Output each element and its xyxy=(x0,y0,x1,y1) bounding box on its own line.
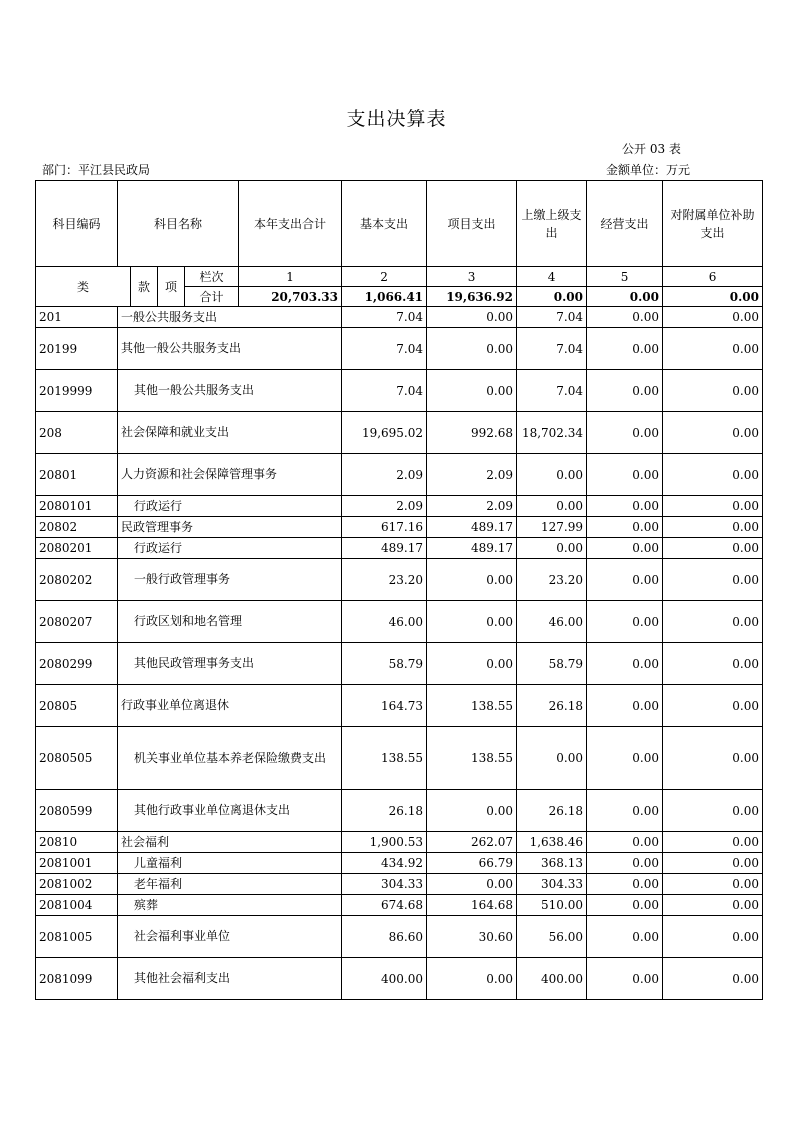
col-number: 5 xyxy=(587,267,663,287)
row-value: 164.73 xyxy=(342,685,427,727)
row-value: 0.00 xyxy=(517,496,587,517)
row-name: 机关事业单位基本养老保险缴费支出 xyxy=(118,727,342,790)
form-number: 公开 03 表 xyxy=(622,142,681,156)
row-value: 7.04 xyxy=(342,370,427,412)
row-value: 489.17 xyxy=(427,517,517,538)
row-value: 0.00 xyxy=(587,370,663,412)
header-class: 类 xyxy=(36,267,131,307)
row-value: 46.00 xyxy=(517,601,587,643)
table-row xyxy=(36,832,763,853)
table-header-row xyxy=(36,181,763,267)
row-code: 2019999 xyxy=(36,370,118,412)
row-name: 其他社会福利支出 xyxy=(118,958,342,1000)
row-code: 2080299 xyxy=(36,643,118,685)
row-value: 0.00 xyxy=(587,685,663,727)
col-number: 4 xyxy=(517,267,587,287)
row-name: 行政运行 xyxy=(118,496,342,517)
row-name: 儿童福利 xyxy=(118,853,342,874)
table-row xyxy=(36,916,763,958)
row-value: 0.00 xyxy=(517,454,587,496)
row-value: 0.00 xyxy=(427,790,517,832)
row-code: 20802 xyxy=(36,517,118,538)
row-value: 0.00 xyxy=(427,328,517,370)
row-value: 26.18 xyxy=(517,685,587,727)
row-value: 0.00 xyxy=(663,538,763,559)
table-row xyxy=(36,328,763,370)
row-value: 0.00 xyxy=(587,538,663,559)
header-section: 款 xyxy=(131,267,158,307)
row-code: 201 xyxy=(36,307,118,328)
total-value: 0.00 xyxy=(517,287,587,307)
row-value: 0.00 xyxy=(663,454,763,496)
row-value: 58.79 xyxy=(342,643,427,685)
row-value: 0.00 xyxy=(663,685,763,727)
amount-unit-label: 金额单位：万元 xyxy=(606,163,691,177)
row-value: 0.00 xyxy=(663,601,763,643)
header-name: 科目名称 xyxy=(118,181,239,267)
table-row xyxy=(36,874,763,895)
row-value: 0.00 xyxy=(663,790,763,832)
row-value: 0.00 xyxy=(663,559,763,601)
row-name: 行政区划和地名管理 xyxy=(118,601,342,643)
row-value: 304.33 xyxy=(517,874,587,895)
header-project: 项目支出 xyxy=(427,181,517,267)
row-value: 0.00 xyxy=(587,454,663,496)
row-code: 2080207 xyxy=(36,601,118,643)
row-code: 2080201 xyxy=(36,538,118,559)
row-value: 0.00 xyxy=(663,727,763,790)
row-value: 7.04 xyxy=(342,307,427,328)
row-value: 0.00 xyxy=(587,328,663,370)
header-upper: 上缴上级支出 xyxy=(517,181,587,267)
row-name: 行政事业单位离退休 xyxy=(118,685,342,727)
row-value: 2.09 xyxy=(427,496,517,517)
row-value: 0.00 xyxy=(587,790,663,832)
row-value: 0.00 xyxy=(663,370,763,412)
table-row xyxy=(36,496,763,517)
row-value: 0.00 xyxy=(663,643,763,685)
table-row xyxy=(36,853,763,874)
total-value: 19,636.92 xyxy=(427,287,517,307)
table-body xyxy=(36,307,763,1000)
row-value: 0.00 xyxy=(663,412,763,454)
row-value: 262.07 xyxy=(427,832,517,853)
row-value: 26.18 xyxy=(517,790,587,832)
row-value: 23.20 xyxy=(342,559,427,601)
row-value: 368.13 xyxy=(517,853,587,874)
row-value: 0.00 xyxy=(587,832,663,853)
table-row xyxy=(36,517,763,538)
row-name: 其他民政管理事务支出 xyxy=(118,643,342,685)
row-value: 0.00 xyxy=(663,832,763,853)
column-number-row xyxy=(36,267,763,287)
row-code: 20805 xyxy=(36,685,118,727)
table-row xyxy=(36,790,763,832)
row-value: 66.79 xyxy=(427,853,517,874)
col-number: 6 xyxy=(663,267,763,287)
row-value: 18,702.34 xyxy=(517,412,587,454)
row-value: 0.00 xyxy=(663,853,763,874)
header-total: 本年支出合计 xyxy=(239,181,342,267)
header-sum-label: 合计 xyxy=(185,287,239,307)
row-name: 社会福利 xyxy=(118,832,342,853)
header-code: 科目编码 xyxy=(36,181,118,267)
table-row xyxy=(36,685,763,727)
row-value: 23.20 xyxy=(517,559,587,601)
row-value: 0.00 xyxy=(663,895,763,916)
table-row xyxy=(36,727,763,790)
row-value: 7.04 xyxy=(517,370,587,412)
row-value: 1,638.46 xyxy=(517,832,587,853)
row-value: 58.79 xyxy=(517,643,587,685)
row-value: 0.00 xyxy=(427,370,517,412)
row-value: 0.00 xyxy=(587,601,663,643)
row-value: 0.00 xyxy=(427,307,517,328)
expenditure-table xyxy=(35,180,763,1000)
row-value: 0.00 xyxy=(663,496,763,517)
table-row xyxy=(36,895,763,916)
row-value: 0.00 xyxy=(427,601,517,643)
row-name: 老年福利 xyxy=(118,874,342,895)
row-value: 0.00 xyxy=(587,727,663,790)
row-value: 0.00 xyxy=(427,958,517,1000)
row-value: 138.55 xyxy=(342,727,427,790)
row-code: 208 xyxy=(36,412,118,454)
col-number: 2 xyxy=(342,267,427,287)
row-value: 56.00 xyxy=(517,916,587,958)
row-value: 0.00 xyxy=(587,517,663,538)
row-name: 社会保障和就业支出 xyxy=(118,412,342,454)
row-value: 164.68 xyxy=(427,895,517,916)
row-name: 其他一般公共服务支出 xyxy=(118,370,342,412)
row-value: 1,900.53 xyxy=(342,832,427,853)
row-code: 2080505 xyxy=(36,727,118,790)
header-col-order: 栏次 xyxy=(185,267,239,287)
row-value: 0.00 xyxy=(517,727,587,790)
row-value: 138.55 xyxy=(427,685,517,727)
row-value: 0.00 xyxy=(587,916,663,958)
row-value: 2.09 xyxy=(427,454,517,496)
table-row xyxy=(36,370,763,412)
table-row xyxy=(36,454,763,496)
row-name: 其他行政事业单位离退休支出 xyxy=(118,790,342,832)
row-value: 7.04 xyxy=(342,328,427,370)
row-value: 0.00 xyxy=(587,853,663,874)
row-value: 19,695.02 xyxy=(342,412,427,454)
total-value: 0.00 xyxy=(663,287,763,307)
total-value: 0.00 xyxy=(587,287,663,307)
row-name: 一般公共服务支出 xyxy=(118,307,342,328)
row-value: 0.00 xyxy=(587,958,663,1000)
header-business: 经营支出 xyxy=(587,181,663,267)
row-value: 0.00 xyxy=(663,307,763,328)
row-code: 2081005 xyxy=(36,916,118,958)
row-value: 26.18 xyxy=(342,790,427,832)
total-value: 20,703.33 xyxy=(239,287,342,307)
row-value: 0.00 xyxy=(663,958,763,1000)
row-value: 0.00 xyxy=(427,874,517,895)
row-value: 0.00 xyxy=(427,559,517,601)
row-value: 674.68 xyxy=(342,895,427,916)
row-value: 400.00 xyxy=(517,958,587,1000)
total-value: 1,066.41 xyxy=(342,287,427,307)
row-value: 510.00 xyxy=(517,895,587,916)
table-row xyxy=(36,412,763,454)
row-value: 0.00 xyxy=(663,874,763,895)
row-value: 0.00 xyxy=(663,916,763,958)
header-basic: 基本支出 xyxy=(342,181,427,267)
row-value: 7.04 xyxy=(517,328,587,370)
row-code: 2081001 xyxy=(36,853,118,874)
row-value: 489.17 xyxy=(342,538,427,559)
row-value: 0.00 xyxy=(663,517,763,538)
row-value: 304.33 xyxy=(342,874,427,895)
row-code: 2081002 xyxy=(36,874,118,895)
row-name: 人力资源和社会保障管理事务 xyxy=(118,454,342,496)
row-value: 489.17 xyxy=(427,538,517,559)
row-value: 2.09 xyxy=(342,496,427,517)
row-value: 7.04 xyxy=(517,307,587,328)
row-value: 46.00 xyxy=(342,601,427,643)
header-subsidiary: 对附属单位补助支出 xyxy=(663,181,763,267)
row-value: 127.99 xyxy=(517,517,587,538)
row-value: 434.92 xyxy=(342,853,427,874)
row-value: 0.00 xyxy=(587,559,663,601)
table-row xyxy=(36,559,763,601)
table-row xyxy=(36,538,763,559)
table-row xyxy=(36,958,763,1000)
row-code: 20801 xyxy=(36,454,118,496)
row-value: 0.00 xyxy=(587,412,663,454)
row-code: 20810 xyxy=(36,832,118,853)
row-value: 617.16 xyxy=(342,517,427,538)
table-row xyxy=(36,307,763,328)
header-item: 项 xyxy=(158,267,185,307)
row-name: 行政运行 xyxy=(118,538,342,559)
row-value: 0.00 xyxy=(517,538,587,559)
row-value: 0.00 xyxy=(587,643,663,685)
row-value: 30.60 xyxy=(427,916,517,958)
row-value: 2.09 xyxy=(342,454,427,496)
page-title: 支出决算表 xyxy=(346,108,447,130)
row-value: 0.00 xyxy=(427,643,517,685)
row-value: 0.00 xyxy=(587,895,663,916)
row-value: 0.00 xyxy=(663,328,763,370)
row-code: 2080202 xyxy=(36,559,118,601)
row-value: 138.55 xyxy=(427,727,517,790)
row-value: 0.00 xyxy=(587,307,663,328)
row-value: 0.00 xyxy=(587,496,663,517)
row-code: 2080101 xyxy=(36,496,118,517)
row-code: 20199 xyxy=(36,328,118,370)
table-row xyxy=(36,601,763,643)
row-name: 一般行政管理事务 xyxy=(118,559,342,601)
row-name: 殡葬 xyxy=(118,895,342,916)
row-value: 0.00 xyxy=(587,874,663,895)
row-value: 400.00 xyxy=(342,958,427,1000)
row-code: 2080599 xyxy=(36,790,118,832)
row-value: 86.60 xyxy=(342,916,427,958)
col-number: 3 xyxy=(427,267,517,287)
row-name: 其他一般公共服务支出 xyxy=(118,328,342,370)
row-code: 2081099 xyxy=(36,958,118,1000)
row-code: 2081004 xyxy=(36,895,118,916)
row-name: 民政管理事务 xyxy=(118,517,342,538)
row-name: 社会福利事业单位 xyxy=(118,916,342,958)
row-value: 992.68 xyxy=(427,412,517,454)
department-label: 部门：平江县民政局 xyxy=(42,163,151,177)
table-row xyxy=(36,643,763,685)
col-number: 1 xyxy=(239,267,342,287)
